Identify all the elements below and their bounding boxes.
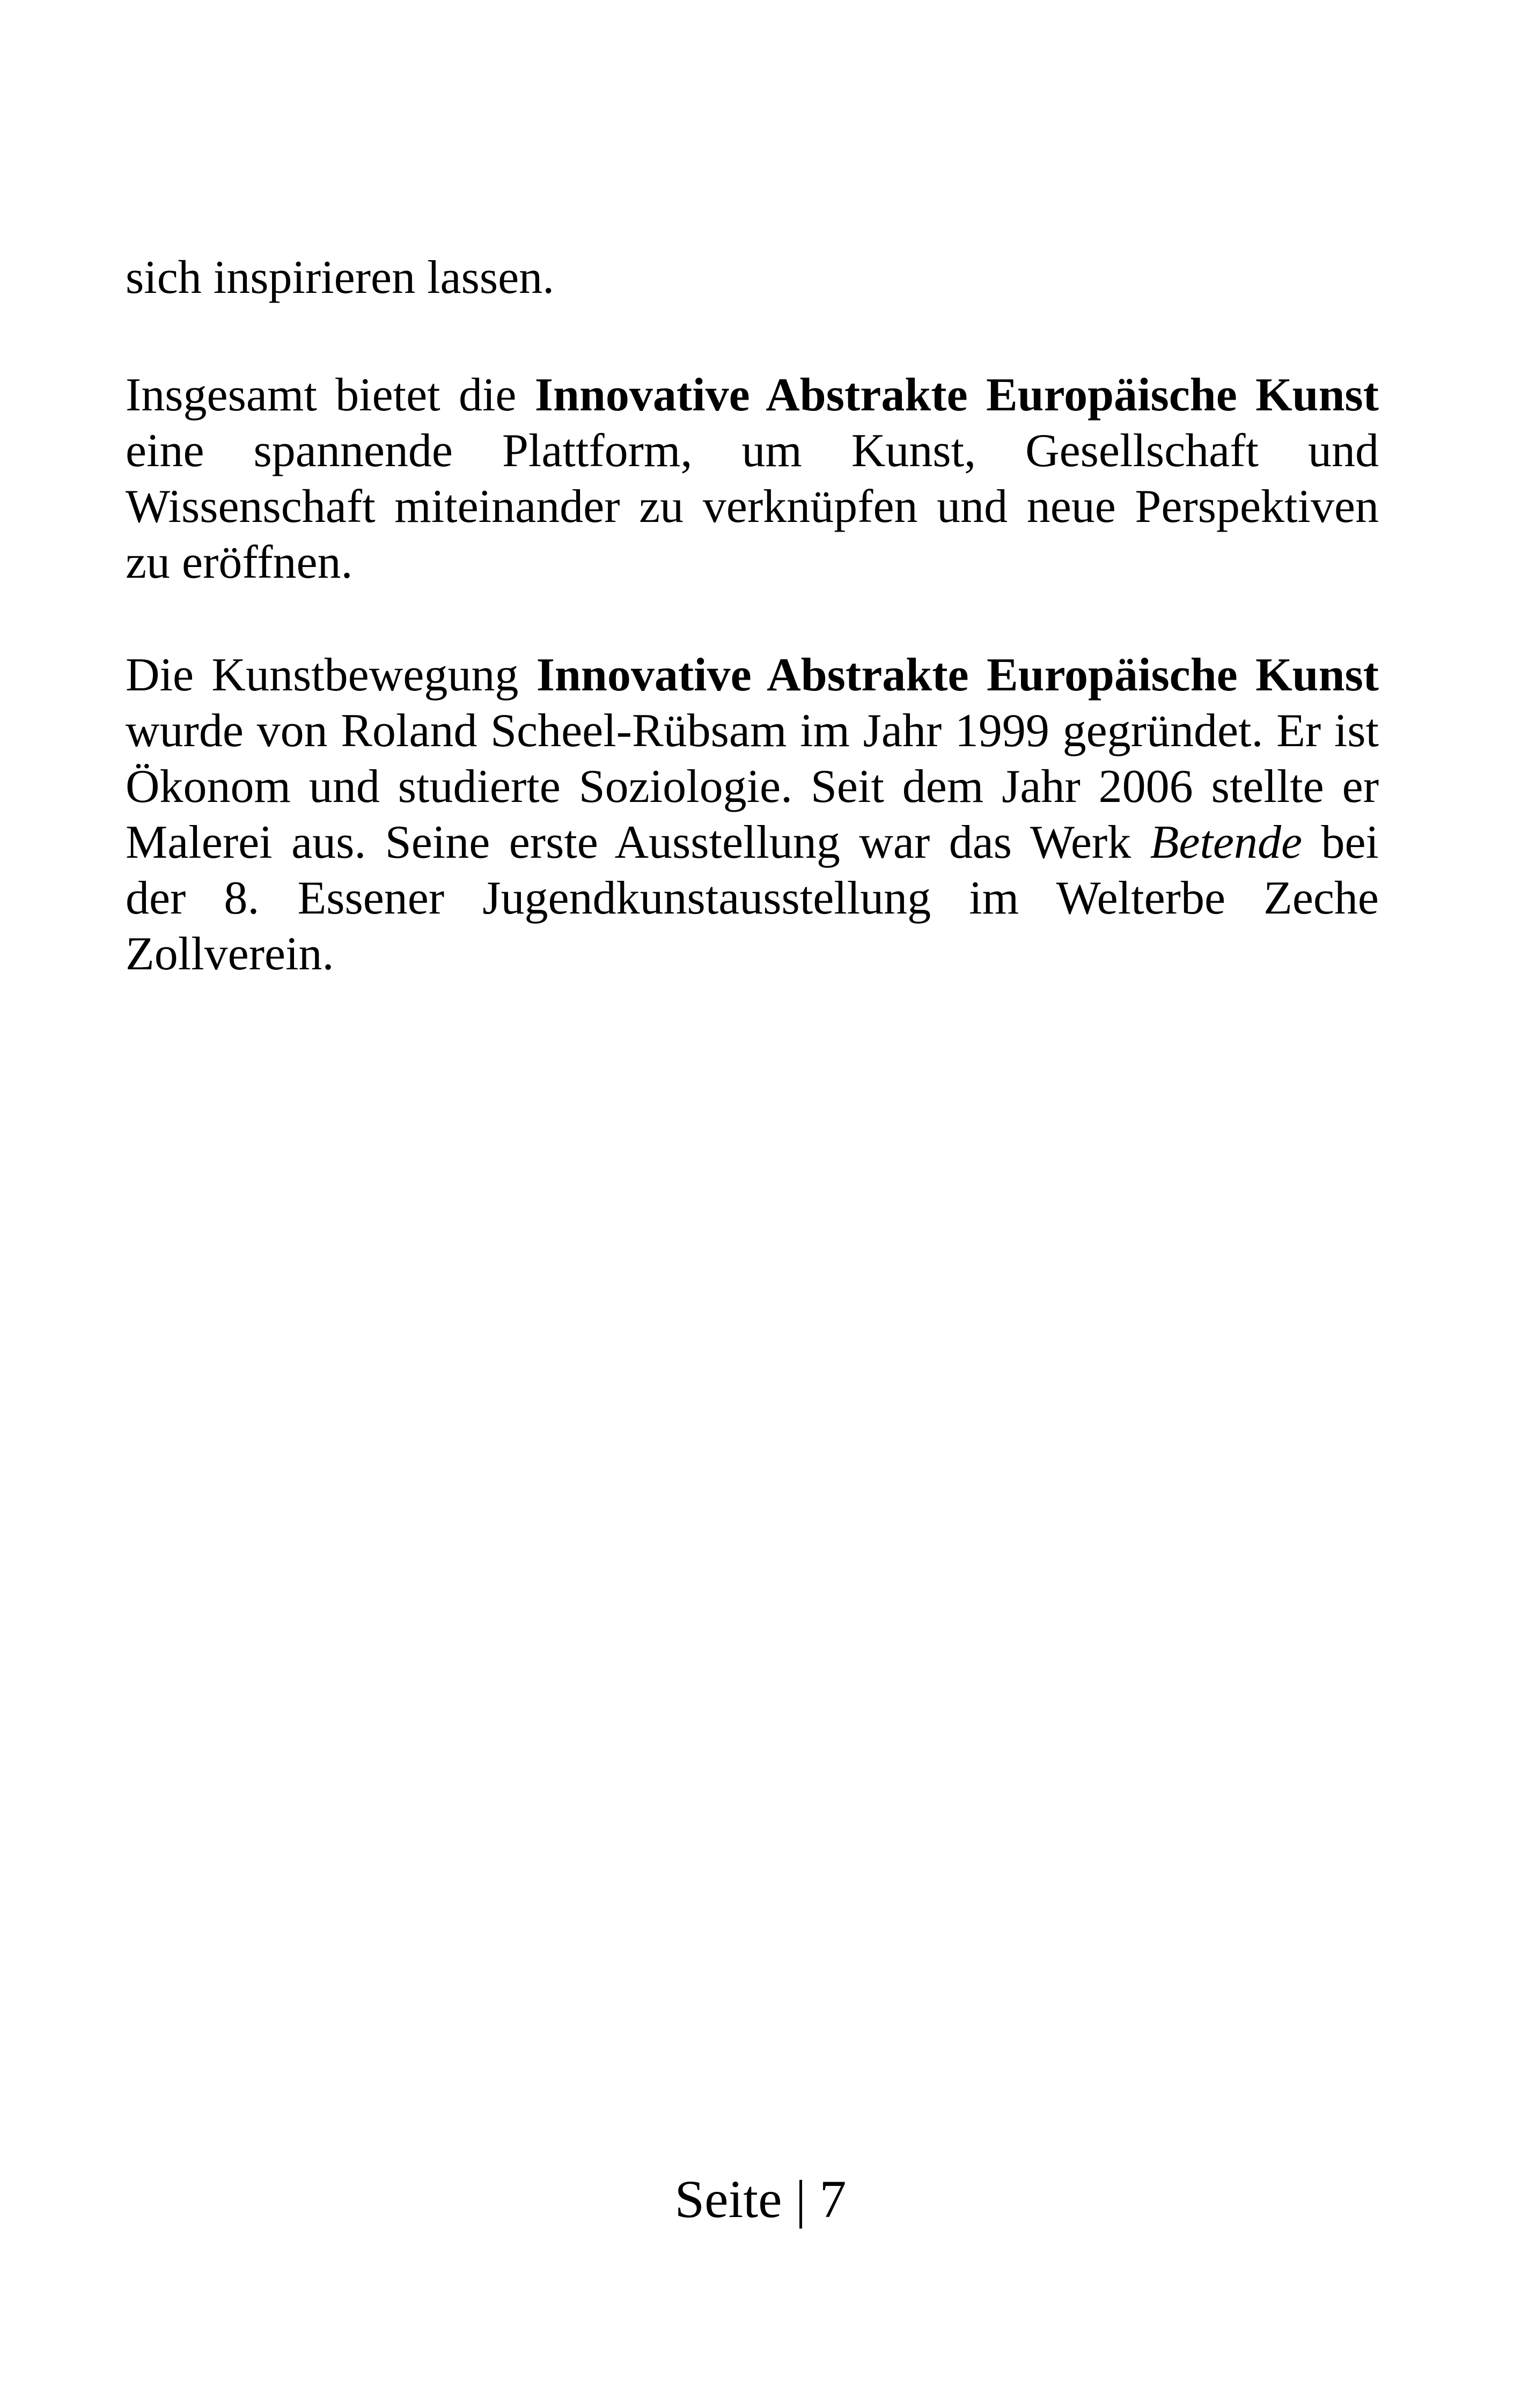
paragraph-text: Die Kunstbewegung — [126, 649, 537, 701]
movement-name-bold: Innovative Abstrakte Europäische Kunst — [536, 649, 1379, 701]
movement-name-bold: Innovative Abstrakte Europäische Kunst — [534, 369, 1379, 421]
paragraph-text: bei der 8. Essener Jugendkunstausstellung im Welterbe Zeche Zollverein. — [126, 816, 1379, 980]
paragraph-summary — [126, 367, 1379, 591]
paragraph-text: Insgesamt bietet die — [126, 369, 535, 421]
page-number: Seite | 7 — [674, 2169, 847, 2229]
paragraph-text: eine spannende Plattform, um Kunst, Gesellschaft und Wissenschaft miteinander zu verknüpfen und neue Perspektiven zu eröffnen. — [126, 425, 1379, 588]
artwork-title-italic: Betende — [1150, 816, 1303, 868]
paragraph-continuation — [126, 250, 1379, 306]
paragraph-founder — [126, 647, 1379, 982]
paragraph-text: sich inspirieren lassen. — [126, 252, 555, 304]
paragraph-text: wurde von Roland Scheel-Rübsam im Jahr 1999 gegründet. Er ist Ökonom und studierte Soziologie. Seit dem Jahr 2006 stellte er Malerei aus. Seine erste Ausstellung war das Werk — [126, 705, 1379, 868]
